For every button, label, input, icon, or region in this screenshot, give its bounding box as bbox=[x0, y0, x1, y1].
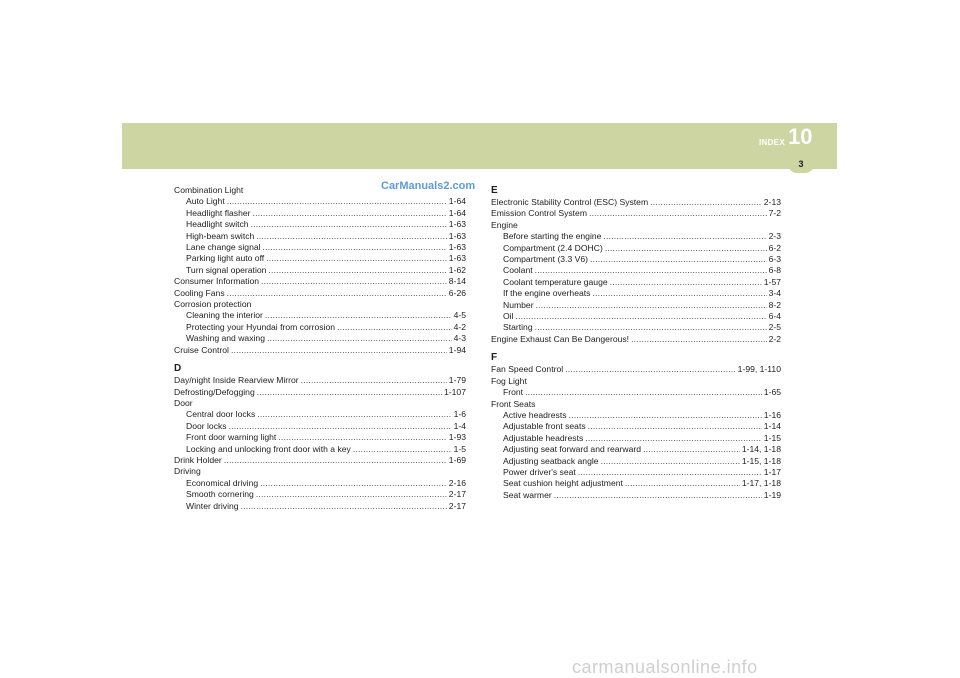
dot-leader bbox=[535, 322, 767, 333]
entry-term: High-beam switch bbox=[186, 230, 255, 241]
page-reference: 2-17 bbox=[448, 489, 466, 500]
entry-term: Washing and waxing bbox=[186, 333, 265, 344]
page-reference: 1-65 bbox=[763, 387, 781, 398]
dot-leader bbox=[227, 288, 447, 299]
page-reference: 1-93 bbox=[448, 432, 466, 443]
page-reference: 2-13 bbox=[763, 197, 781, 207]
index-subentry[interactable] bbox=[491, 277, 781, 288]
index-subentry[interactable] bbox=[491, 243, 781, 254]
dot-leader bbox=[263, 242, 447, 253]
index-subentry[interactable] bbox=[174, 489, 466, 500]
index-entry[interactable] bbox=[174, 276, 466, 287]
index-entry[interactable] bbox=[174, 375, 466, 386]
entry-term: Economical driving bbox=[186, 477, 259, 488]
dot-leader bbox=[229, 421, 452, 432]
page-reference: 1-14, 1-18 bbox=[741, 444, 781, 455]
entry-term: Starting bbox=[503, 322, 533, 333]
page-reference: 1-17 bbox=[763, 466, 781, 477]
dot-leader bbox=[643, 444, 740, 455]
entry-term: Headlight switch bbox=[186, 219, 249, 230]
entry-term: Coolant bbox=[503, 265, 533, 276]
page-reference: 1-19 bbox=[763, 489, 781, 500]
header-band bbox=[122, 123, 837, 169]
entry-term: Central door locks bbox=[186, 409, 256, 420]
dot-leader bbox=[625, 478, 740, 489]
dot-leader bbox=[231, 345, 447, 356]
index-entry[interactable] bbox=[174, 455, 466, 466]
page-reference: 1-5 bbox=[453, 443, 466, 454]
entry-term: Before starting the engine bbox=[503, 231, 602, 242]
dot-leader bbox=[569, 410, 762, 421]
entry-term: Consumer Information bbox=[174, 276, 260, 287]
index-subentry[interactable] bbox=[174, 208, 466, 219]
footer-watermark: carmanualsonline.info bbox=[572, 657, 758, 677]
dot-leader bbox=[224, 455, 447, 466]
entry-term: Compartment (2.4 DOHC) bbox=[503, 242, 603, 253]
entry-term: Auto Light bbox=[186, 196, 225, 207]
index-subentry[interactable] bbox=[491, 421, 781, 432]
entry-term: Adjusting seat forward and rearward bbox=[503, 444, 642, 455]
dot-leader bbox=[590, 254, 767, 265]
page-reference: 1-15, 1-18 bbox=[741, 455, 781, 466]
index-subentry[interactable] bbox=[491, 456, 781, 467]
page-reference: 2-17 bbox=[448, 500, 466, 511]
index-subentry[interactable] bbox=[174, 478, 466, 489]
index-column-right bbox=[491, 185, 781, 501]
entry-term: Electronic Stability Control (ESC) System bbox=[491, 197, 649, 207]
page-reference: 1-64 bbox=[448, 207, 466, 218]
dot-leader bbox=[257, 387, 442, 398]
entry-term: If the engine overheats bbox=[503, 288, 591, 299]
index-column-left bbox=[174, 185, 466, 512]
entry-term: Compartment (3.3 V6) bbox=[503, 254, 589, 265]
index-heading: Door bbox=[174, 397, 193, 408]
dot-leader bbox=[516, 311, 767, 322]
index-subentry[interactable] bbox=[174, 310, 466, 321]
dot-leader bbox=[266, 253, 447, 264]
index-subentry[interactable] bbox=[174, 432, 466, 443]
entry-term: Seat cushion height adjustment bbox=[503, 478, 623, 489]
index-subentry[interactable] bbox=[174, 265, 466, 276]
index-subentry[interactable] bbox=[491, 444, 781, 455]
entry-term: Adjusting seatback angle bbox=[503, 455, 599, 466]
index-subentry[interactable] bbox=[174, 196, 466, 207]
entry-term: Number bbox=[503, 299, 534, 310]
page-reference: 1-63 bbox=[448, 242, 466, 253]
dot-leader bbox=[601, 456, 740, 467]
index-subentry[interactable] bbox=[491, 433, 781, 444]
page-reference: 6-8 bbox=[768, 265, 781, 276]
page-reference: 2-2 bbox=[768, 333, 781, 344]
dot-leader bbox=[253, 208, 447, 219]
dot-leader bbox=[353, 444, 452, 455]
dot-leader bbox=[227, 196, 447, 207]
index-subentry[interactable] bbox=[174, 444, 466, 455]
page-reference: 7-2 bbox=[768, 208, 781, 219]
entry-term: Engine Exhaust Can Be Dangerous! bbox=[491, 333, 630, 344]
index-entry[interactable] bbox=[174, 387, 466, 398]
dot-leader bbox=[256, 231, 447, 242]
index-heading: Corrosion protection bbox=[174, 299, 252, 310]
page-reference: 1-64 bbox=[448, 196, 466, 207]
index-heading: Engine bbox=[491, 219, 518, 230]
entry-term: Protecting your Hyundai from corrosion bbox=[186, 321, 336, 332]
dot-leader bbox=[603, 231, 766, 242]
index-heading: Front Seats bbox=[491, 398, 536, 409]
page-reference: 1-79 bbox=[448, 375, 466, 386]
dot-leader bbox=[585, 433, 762, 444]
section-letter: F bbox=[491, 352, 498, 364]
section-letter: D bbox=[174, 363, 182, 375]
entry-term: Parking light auto off bbox=[186, 253, 265, 264]
index-subentry[interactable] bbox=[491, 410, 781, 421]
dot-leader bbox=[257, 409, 451, 420]
dot-leader bbox=[650, 197, 762, 208]
page-reference: 8-14 bbox=[448, 276, 466, 287]
entry-term: Power driver's seat bbox=[503, 466, 576, 477]
page-reference: 4-3 bbox=[453, 333, 466, 344]
index-subentry[interactable] bbox=[491, 311, 781, 322]
dot-leader bbox=[588, 421, 762, 432]
page-reference: 1-63 bbox=[448, 230, 466, 241]
entry-term: Door locks bbox=[186, 420, 227, 431]
page-reference: 6-26 bbox=[448, 287, 466, 298]
section-letter: E bbox=[491, 185, 498, 196]
page-reference: 1-62 bbox=[448, 264, 466, 275]
index-entry[interactable] bbox=[174, 345, 466, 356]
entry-term: Day/night Inside Rearview Mirror bbox=[174, 375, 299, 386]
index-heading: Driving bbox=[174, 466, 201, 477]
index-subentry[interactable] bbox=[174, 322, 466, 333]
page-reference: 1-69 bbox=[448, 454, 466, 465]
index-subentry[interactable] bbox=[174, 501, 466, 512]
entry-term: Fan Speed Control bbox=[491, 364, 564, 375]
entry-term: Cleaning the interior bbox=[186, 310, 263, 321]
entry-term: Cruise Control bbox=[174, 344, 229, 355]
entry-term: Winter driving bbox=[186, 500, 239, 511]
dot-leader bbox=[525, 387, 762, 398]
page-reference: 2-5 bbox=[768, 322, 781, 333]
index-entry[interactable] bbox=[491, 208, 781, 219]
entry-term: Cooling Fans bbox=[174, 287, 225, 298]
index-subentry[interactable] bbox=[491, 300, 781, 311]
page-reference: 6-3 bbox=[768, 254, 781, 265]
dot-leader bbox=[535, 265, 767, 276]
entry-term: Headlight flasher bbox=[186, 207, 251, 218]
index-subentry[interactable] bbox=[174, 253, 466, 264]
page-reference: 1-4 bbox=[453, 420, 466, 431]
page-reference: 1-14 bbox=[763, 421, 781, 432]
dot-leader bbox=[268, 265, 446, 276]
index-entry[interactable] bbox=[174, 288, 466, 299]
page-reference: 1-17, 1-18 bbox=[741, 478, 781, 489]
index-subentry[interactable] bbox=[491, 322, 781, 333]
index-subentry[interactable] bbox=[491, 387, 781, 398]
entry-term: Emission Control System bbox=[491, 208, 587, 219]
index-subentry[interactable] bbox=[174, 231, 466, 242]
index-subentry[interactable] bbox=[174, 242, 466, 253]
dot-leader bbox=[337, 322, 452, 333]
page-reference: 6-4 bbox=[768, 311, 781, 322]
index-subentry[interactable] bbox=[491, 490, 781, 501]
dot-leader bbox=[251, 219, 447, 230]
dot-leader bbox=[278, 432, 447, 443]
page-reference: 1-63 bbox=[448, 253, 466, 264]
index-subentry[interactable] bbox=[174, 409, 466, 420]
index-entry[interactable] bbox=[491, 197, 781, 208]
entry-term: Front door warning light bbox=[186, 432, 277, 443]
index-subentry[interactable] bbox=[491, 265, 781, 276]
dot-leader bbox=[267, 333, 452, 344]
watermark-link[interactable]: CarManuals2.com bbox=[381, 180, 476, 192]
dot-leader bbox=[592, 288, 766, 299]
page-reference: 1-15 bbox=[763, 432, 781, 443]
entry-term: Adjustable front seats bbox=[503, 421, 586, 432]
dot-leader bbox=[589, 208, 767, 219]
index-subentry[interactable] bbox=[174, 421, 466, 432]
dot-leader bbox=[256, 489, 447, 500]
page-reference: 6-2 bbox=[768, 242, 781, 253]
index-subentry[interactable] bbox=[491, 467, 781, 478]
index-heading: Combination Light bbox=[174, 185, 244, 195]
entry-term: Smooth cornering bbox=[186, 489, 254, 500]
page-reference: 8-2 bbox=[768, 299, 781, 310]
page-reference: 1-94 bbox=[448, 344, 466, 355]
entry-term: Adjustable headrests bbox=[503, 432, 584, 443]
page-reference: 1-99, 1-110 bbox=[737, 364, 781, 375]
dot-leader bbox=[565, 364, 736, 375]
dot-leader bbox=[301, 375, 447, 386]
entry-term: Oil bbox=[503, 311, 514, 322]
entry-term: Front bbox=[503, 387, 524, 398]
entry-term: Active headrests bbox=[503, 409, 567, 420]
entry-term: Drink Holder bbox=[174, 454, 222, 465]
page-reference: 2-3 bbox=[768, 231, 781, 242]
page-reference: 2-16 bbox=[448, 477, 466, 488]
entry-term: Seat warmer bbox=[503, 489, 552, 500]
page-reference: 1-63 bbox=[448, 219, 466, 230]
page-reference: 1-6 bbox=[453, 409, 466, 420]
dot-leader bbox=[554, 490, 762, 501]
index-subentry[interactable] bbox=[174, 333, 466, 344]
dot-leader bbox=[536, 300, 767, 311]
index-entry[interactable] bbox=[491, 334, 781, 345]
page-reference: 4-5 bbox=[453, 310, 466, 321]
page-reference: 1-57 bbox=[763, 276, 781, 287]
chapter-number: 10 bbox=[788, 124, 813, 149]
entry-term: Lane change signal bbox=[186, 242, 261, 253]
page-reference: 1-16 bbox=[763, 409, 781, 420]
page-number: 3 bbox=[788, 156, 814, 173]
dot-leader bbox=[631, 334, 767, 345]
entry-term: Defrosting/Defogging bbox=[174, 386, 255, 397]
dot-leader bbox=[578, 467, 762, 478]
dot-leader bbox=[605, 243, 767, 254]
entry-term: Coolant temperature gauge bbox=[503, 276, 608, 287]
page-reference: 3-4 bbox=[768, 288, 781, 299]
section-label: INDEX bbox=[759, 138, 785, 147]
index-subentry[interactable] bbox=[491, 478, 781, 489]
dot-leader bbox=[241, 501, 447, 512]
entry-term: Turn signal operation bbox=[186, 264, 267, 275]
index-subentry[interactable] bbox=[491, 254, 781, 265]
page-reference: 4-2 bbox=[453, 321, 466, 332]
page-reference: 1-107 bbox=[444, 386, 466, 397]
index-subentry[interactable] bbox=[491, 288, 781, 299]
dot-leader bbox=[610, 277, 762, 288]
index-subentry[interactable] bbox=[174, 219, 466, 230]
dot-leader bbox=[261, 276, 447, 287]
index-subentry[interactable] bbox=[491, 231, 781, 242]
index-heading: Fog Light bbox=[491, 375, 527, 386]
index-entry[interactable] bbox=[491, 364, 781, 375]
dot-leader bbox=[260, 478, 447, 489]
entry-term: Locking and unlocking front door with a key bbox=[186, 443, 351, 454]
dot-leader bbox=[265, 310, 452, 321]
